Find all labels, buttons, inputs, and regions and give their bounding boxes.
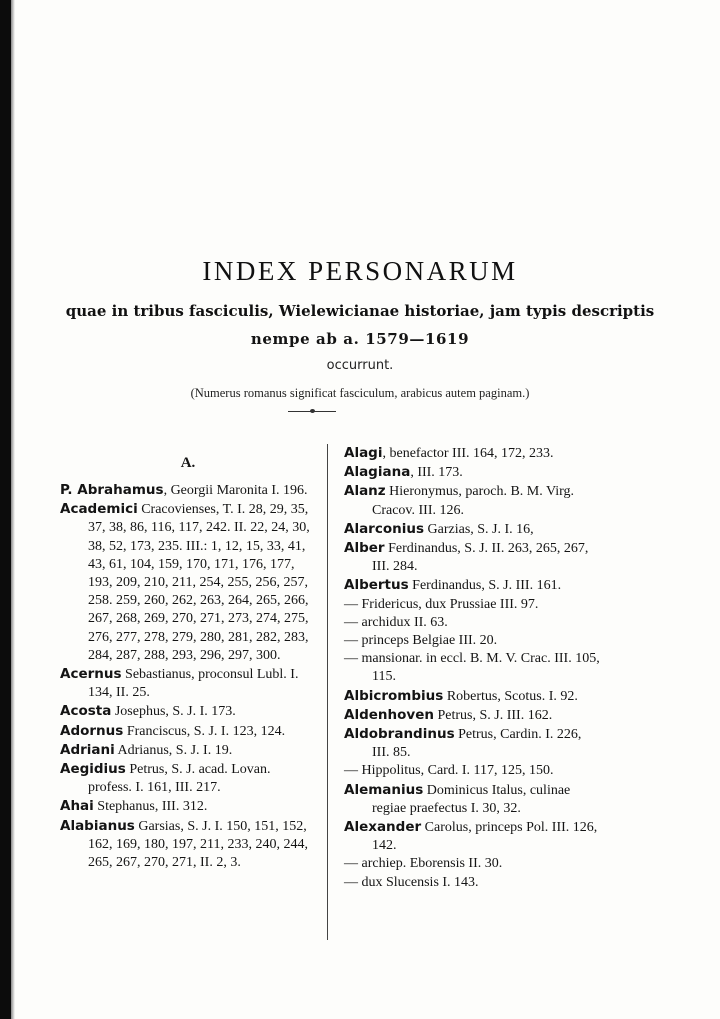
entry-name: Aldenhoven: [344, 706, 434, 723]
index-entry: [344, 576, 600, 595]
section-letter: A.: [180, 455, 196, 471]
entry-references: — archiep. Eborensis II. 30.: [344, 856, 503, 872]
index-entry: [344, 596, 600, 614]
entry-name: Alagiana: [344, 464, 411, 481]
entry-name: Alabianus: [60, 817, 135, 834]
index-entry: [60, 741, 316, 760]
index-entry: [344, 781, 600, 818]
index-entry: [344, 725, 600, 762]
entry-name: Albertus: [344, 577, 409, 594]
entry-name: Aldobrandinus: [344, 726, 455, 743]
entry-references: Sebastianus, proconsul Lubl. I. 134, II. 25.: [88, 667, 299, 701]
index-entry: [344, 444, 600, 463]
index-entry: [344, 762, 600, 780]
entry-references: , benefactor III. 164, 172, 233.: [382, 446, 554, 461]
index-entry: [344, 706, 600, 725]
explanatory-note: (Numerus romanus significat fasciculum, arabicus autem paginam.): [190, 386, 530, 400]
page-title: INDEX PERSONARUM: [202, 256, 518, 286]
entry-references: — princeps Belgiae III. 20.: [344, 633, 498, 649]
index-entry: [60, 702, 316, 721]
entry-references: — mansionar. in eccl. B. M. V. Crac. III. 105, 115.: [344, 651, 600, 685]
index-entry: [60, 481, 316, 500]
index-entry: [344, 482, 600, 519]
entry-references: Garsias, S. J. I. 150, 151, 152, 162, 169, 180, 197, 211, 233, 240, 244, 265, 267, 270, 271, II. 2, 3.: [88, 818, 308, 871]
entry-name: Aegidius: [60, 761, 126, 778]
entry-name: Alagi: [344, 445, 383, 461]
index-column-right: [344, 444, 600, 892]
entry-references: Garzias, S. J. I. 16,: [424, 521, 534, 537]
index-entry: [344, 687, 600, 706]
entry-references: Ferdinandus, S. J. II. 263, 265, 267, III. 284.: [372, 541, 589, 575]
index-entry: [60, 760, 316, 797]
index-entry: [344, 614, 600, 632]
entry-name: Academici: [60, 501, 138, 518]
entry-references: Stephanus, III. 312.: [93, 799, 208, 815]
index-entry: [344, 632, 600, 650]
page-subtitle: quae in tribus fasciculis, Wielewicianae historiae, jam typis descriptis: [65, 302, 655, 320]
entry-name: P. Abrahamus: [60, 482, 164, 498]
index-column-left: [60, 444, 316, 872]
entry-name: Alber: [344, 540, 385, 557]
entry-name: Adriani: [60, 741, 115, 758]
entry-references: — archidux II. 63.: [344, 614, 448, 630]
entry-references: — Fridericus, dux Prussiae III. 97.: [344, 596, 539, 612]
entry-name: Adornus: [60, 722, 124, 739]
index-entry: [60, 500, 316, 665]
entry-references: — dux Slucensis I. 143.: [344, 874, 479, 890]
entry-name: Albicrombius: [344, 687, 444, 704]
entry-name: Alexander: [344, 819, 422, 836]
right-entry-list: [344, 444, 600, 892]
index-entry: [344, 650, 600, 686]
entry-references: Robertus, Scotus. I. 92.: [443, 688, 578, 704]
entry-references: Petrus, S. J. III. 162.: [433, 707, 553, 723]
entry-references: , Georgii Maronita I. 196.: [163, 483, 308, 498]
entry-name: Ahai: [60, 798, 94, 815]
entry-name: Alarconius: [344, 520, 425, 537]
book-spine-edge: [0, 0, 11, 1019]
index-entry: [60, 665, 316, 702]
index-entry: [344, 539, 600, 576]
entry-name: Alemanius: [344, 781, 424, 798]
page-subtitle-years: nempe ab a. 1579—1619: [250, 330, 470, 348]
index-entry: [60, 722, 316, 741]
entry-name: Acosta: [60, 703, 112, 720]
entry-references: Franciscus, S. J. I. 123, 124.: [123, 723, 286, 739]
entry-name: Acernus: [60, 666, 122, 683]
entry-references: Hieronymus, paroch. B. M. Virg. Cracov. III. 126.: [372, 484, 575, 518]
entry-references: Dominicus Italus, culinae regiae praefectus I. 30, 32.: [372, 782, 571, 816]
entry-references: Cracovienses, T. I. 28, 29, 35, 37, 38, 86, 116, 117, 242. II. 22, 24, 30, 38, 52, 173, 235. III.: 1, 12, 15, 33, 41, 43, 61, 104, 159, 170, 171, 176, 177, 193, 209, 210, 211, 254, 255, 256, 257, 258. 259, 260, 262, 263, 264, 265, 266, 267, 268, 269, 270, 271, 273, 274, 275, 276, 277, 278, 279, 280, 281, 282, 283, 284, 287, 288, 293, 296, 297, 300.: [88, 502, 310, 663]
index-entry: [344, 855, 600, 873]
occurrunt-line: occurrunt.: [326, 358, 394, 373]
entry-references: Ferdinandus, S. J. III. 161.: [408, 578, 562, 594]
index-entry: [60, 797, 316, 816]
entry-references: Josephus, S. J. I. 173.: [111, 704, 236, 720]
column-divider: [327, 444, 328, 940]
index-entry: [344, 520, 600, 539]
entry-references: Petrus, S. J. acad. Lovan. profess. I. 161, III. 217.: [88, 762, 271, 796]
index-entry: [344, 874, 600, 892]
left-entry-list: [60, 481, 316, 872]
ornament-dot: [310, 409, 315, 413]
index-entry: [344, 818, 600, 855]
index-entry: [344, 463, 600, 482]
entry-references: Petrus, Cardin. I. 226, III. 85.: [372, 727, 582, 761]
entry-name: Alanz: [344, 483, 386, 500]
entry-references: — Hippolitus, Card. I. 117, 125, 150.: [344, 763, 554, 779]
spine-shadow: [11, 0, 15, 1019]
index-entry: [60, 817, 316, 873]
entry-references: , III. 173.: [410, 465, 463, 481]
entry-references: Adrianus, S. J. I. 19.: [114, 742, 233, 758]
entry-references: Carolus, princeps Pol. III. 126, 142.: [372, 820, 598, 854]
